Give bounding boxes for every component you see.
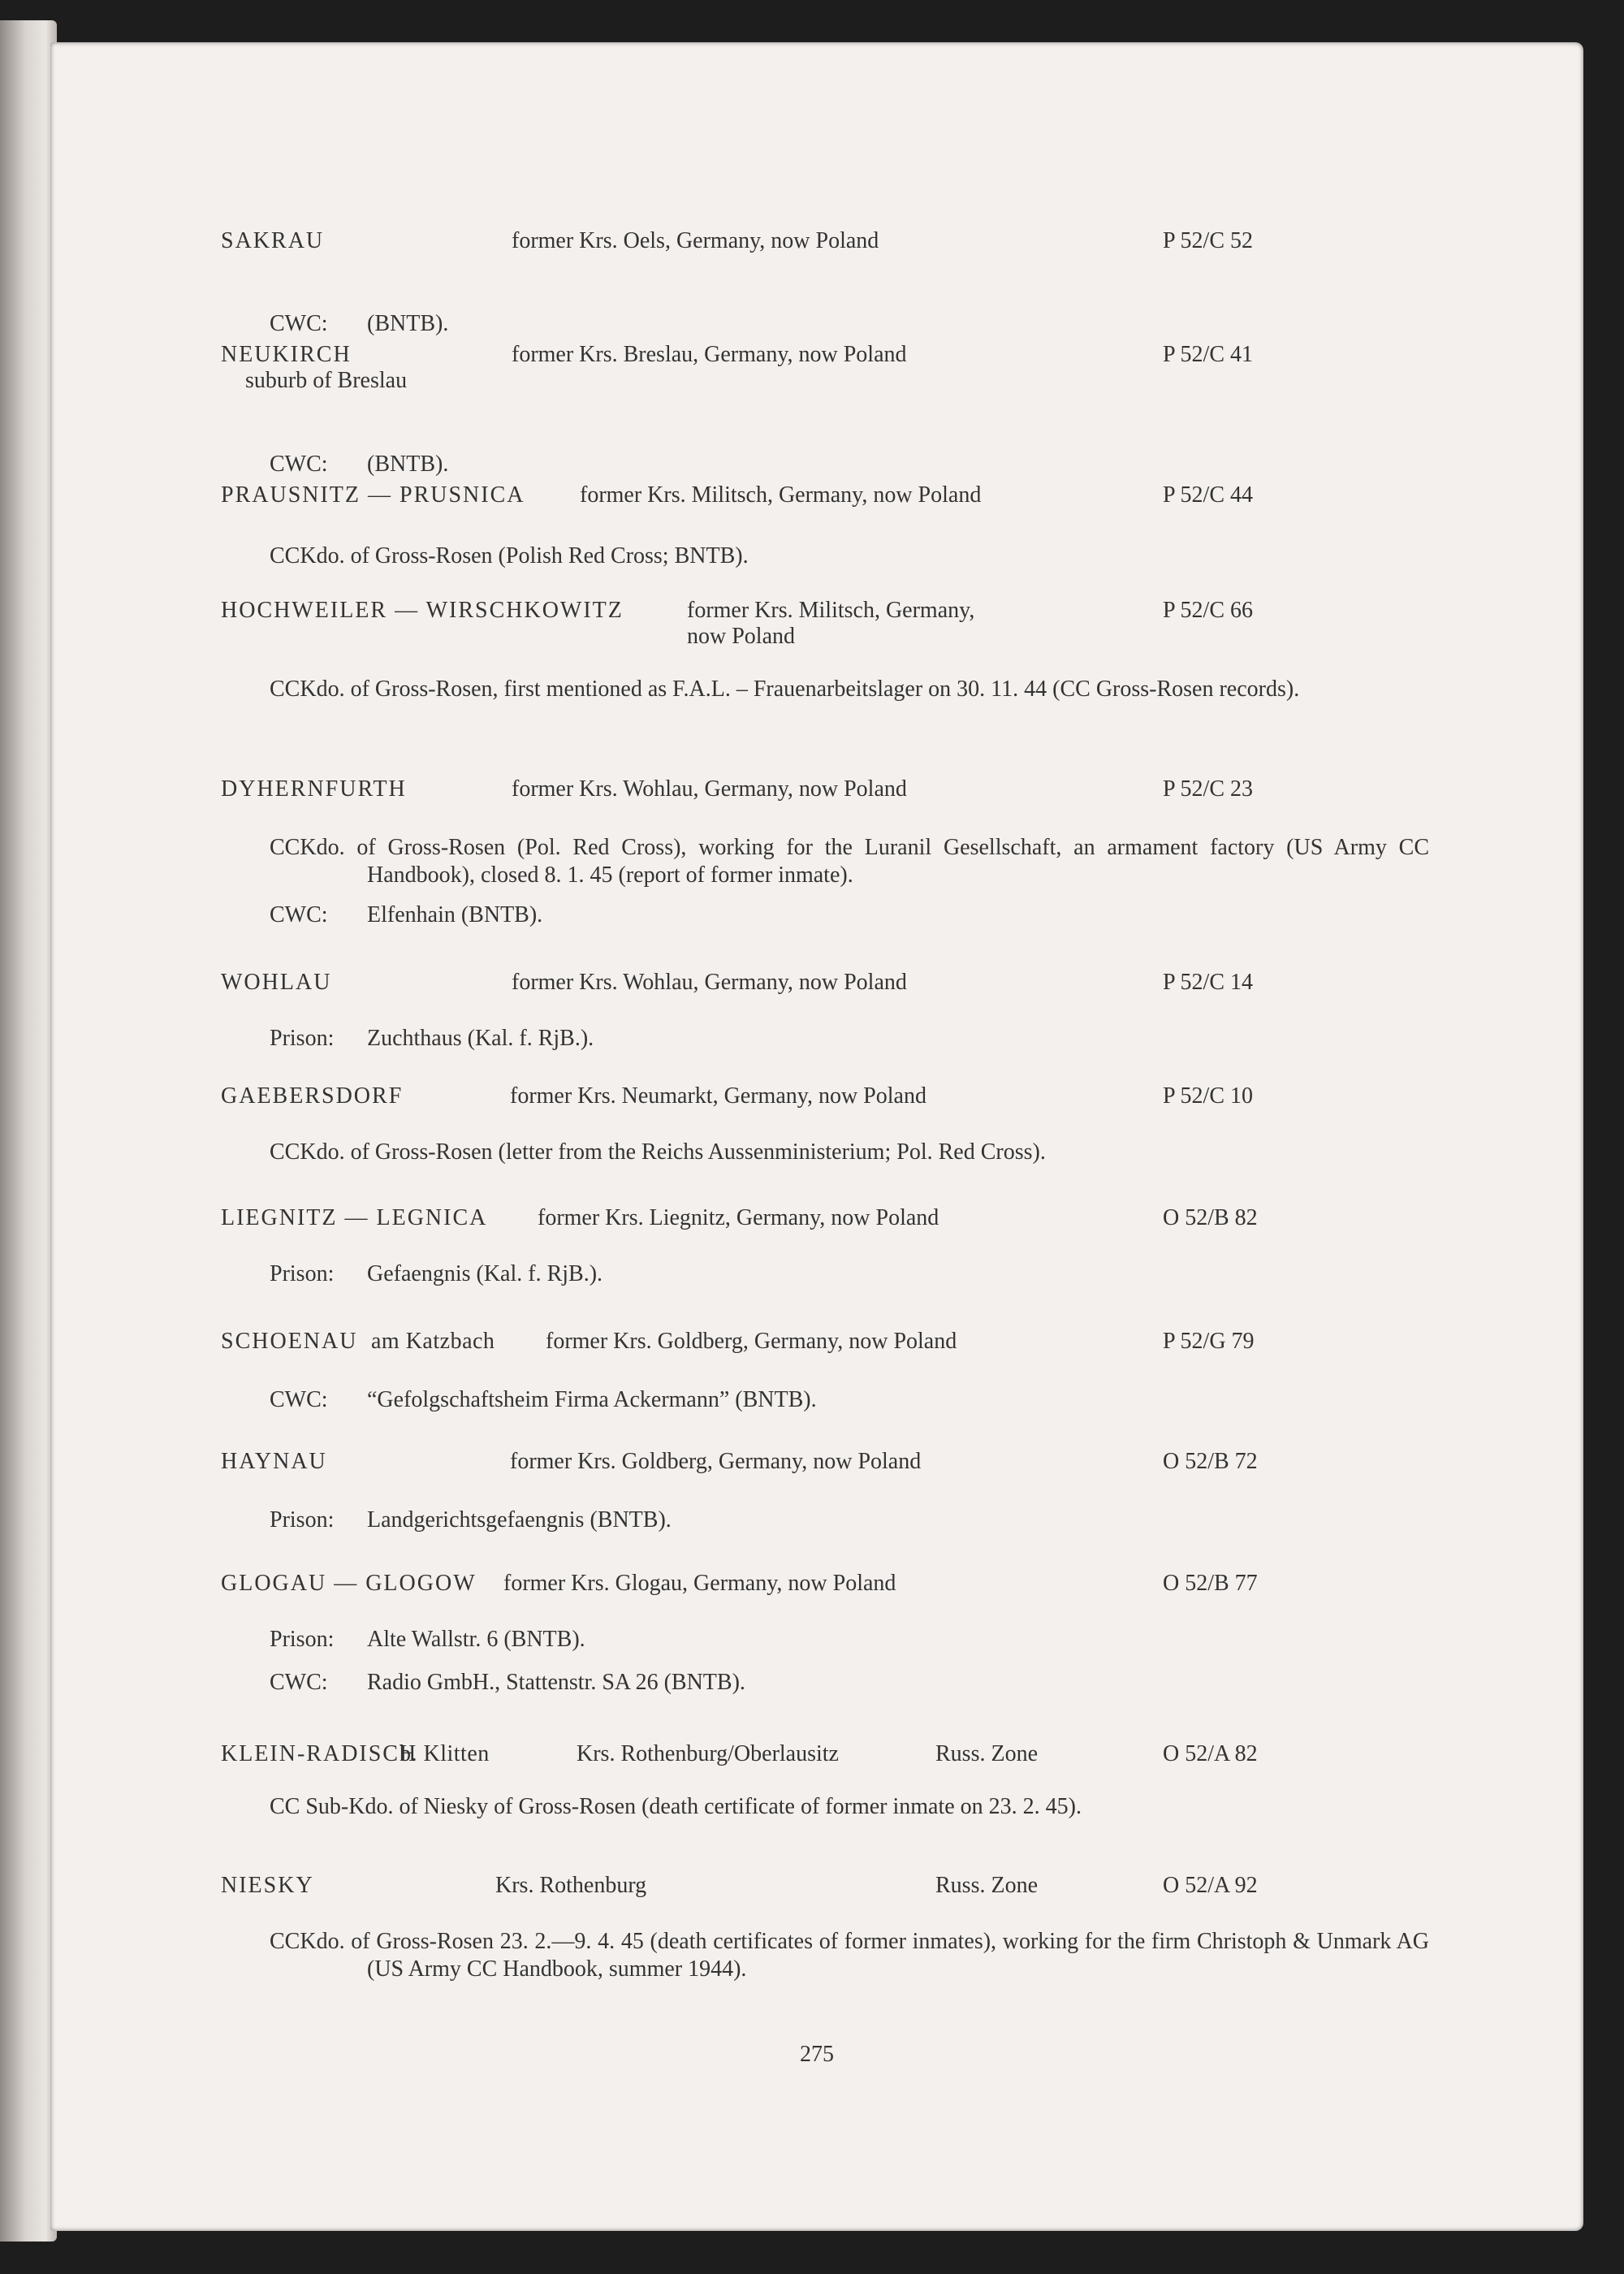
entry-heading <box>50 1080 1583 1113</box>
note-label: CWC: <box>270 1670 328 1695</box>
note-label: Prison: <box>270 1507 335 1533</box>
note-label: Prison: <box>270 1026 335 1051</box>
note-label: CWC: <box>270 902 328 927</box>
entry <box>50 1567 1583 1695</box>
place-name-suffix: am Katzbach <box>371 1329 495 1354</box>
entry-heading <box>50 1202 1583 1234</box>
place-name: HOCHWEILER — WIRSCHKOWITZ <box>221 598 624 623</box>
entry-heading <box>50 479 1583 512</box>
note-text: Alte Wallstr. 6 (BNTB). <box>367 1627 585 1652</box>
entry-heading <box>50 1738 1583 1770</box>
district-location: former Krs. Liegnitz, Germany, now Poland <box>538 1205 939 1230</box>
note-text: Zuchthaus (Kal. f. RjB.). <box>367 1026 594 1051</box>
entry-heading <box>50 225 1583 257</box>
entry <box>50 1202 1583 1286</box>
entry-heading <box>50 773 1583 806</box>
district-location: former Krs. Goldberg, Germany, now Poland <box>510 1449 922 1474</box>
district-location: former Krs. Wohlau, Germany, now Poland <box>512 776 907 802</box>
entry-list <box>50 42 1583 2231</box>
note-text: (BNTB). <box>367 452 449 477</box>
district-location: former Krs. Wohlau, Germany, now Poland <box>512 970 907 995</box>
map-grid-reference: O 52/A 92 <box>1163 1873 1258 1898</box>
place-subtitle: suburb of Breslau <box>245 368 408 393</box>
page-number: 275 <box>800 2042 834 2067</box>
map-grid-reference: O 52/B 72 <box>1163 1449 1258 1474</box>
note-text: CCKdo. of Gross-Rosen (Pol. Red Cross), working for the Luranil Gesellschaft, an armament factory (US Army CC Handbook), closed 8. 1. 45 (report of former inmate). <box>270 835 1429 888</box>
entry <box>50 1446 1583 1533</box>
district-location: former Krs. Neumarkt, Germany, now Poland <box>510 1083 926 1109</box>
place-name: KLEIN-RADISCH <box>221 1741 418 1766</box>
map-grid-reference: P 52/C 23 <box>1163 776 1253 802</box>
note-text: (BNTB). <box>367 311 449 336</box>
note-text: CC Sub-Kdo. of Niesky of Gross-Rosen (death certificate of former inmate on 23. 2. 45). <box>270 1794 1082 1819</box>
map-grid-reference: P 52/G 79 <box>1163 1329 1255 1354</box>
entry-heading <box>50 1870 1583 1902</box>
place-name: SAKRAU <box>221 228 325 253</box>
page-sheet <box>50 42 1583 2231</box>
place-name: PRAUSNITZ — PRUSNICA <box>221 482 525 508</box>
note-text: CCKdo. of Gross-Rosen (Polish Red Cross; BNTB). <box>270 543 749 568</box>
occupation-zone: Russ. Zone <box>935 1873 1038 1898</box>
district-location: Krs. Rothenburg <box>495 1873 647 1898</box>
entry-heading <box>50 594 1583 627</box>
note-text: Radio GmbH., Stattenstr. SA 26 (BNTB). <box>367 1670 745 1695</box>
note-text: CCKdo. of Gross-Rosen (letter from the Reichs Aussenministerium; Pol. Red Cross). <box>270 1139 1046 1165</box>
place-name: NEUKIRCH <box>221 342 352 367</box>
entry-heading <box>50 1325 1583 1358</box>
map-grid-reference: P 52/C 66 <box>1163 598 1253 623</box>
entry <box>50 1870 1583 1982</box>
map-grid-reference: O 52/B 77 <box>1163 1571 1258 1596</box>
map-grid-reference: P 52/C 14 <box>1163 970 1253 995</box>
place-name: SCHOENAU <box>221 1329 358 1354</box>
district-location: former Krs. Oels, Germany, now Poland <box>512 228 879 253</box>
district-location: former Krs. Glogau, Germany, now Poland <box>503 1571 896 1596</box>
entry <box>50 1738 1583 1819</box>
map-grid-reference: P 52/C 10 <box>1163 1083 1253 1109</box>
entry <box>50 1080 1583 1165</box>
book-spine <box>0 20 57 2242</box>
map-grid-reference: O 52/B 82 <box>1163 1205 1258 1230</box>
place-name-suffix: b. Klitten <box>400 1741 490 1766</box>
district-location-continued: now Poland <box>687 624 795 649</box>
note-label: CWC: <box>270 311 328 336</box>
note-label: CWC: <box>270 452 328 477</box>
note-text: Gefaengnis (Kal. f. RjB.). <box>367 1261 603 1286</box>
note-text: Landgerichtsgefaengnis (BNTB). <box>367 1507 672 1533</box>
entry <box>50 479 1583 568</box>
entry <box>50 773 1583 927</box>
map-grid-reference: P 52/C 41 <box>1163 342 1253 367</box>
entry <box>50 225 1583 336</box>
note-text: “Gefolgschaftsheim Firma Ackermann” (BNTB). <box>367 1387 817 1412</box>
entry-heading <box>50 1567 1583 1600</box>
place-name: NIESKY <box>221 1873 314 1898</box>
map-grid-reference: P 52/C 52 <box>1163 228 1253 253</box>
district-location: former Krs. Goldberg, Germany, now Poland <box>546 1329 957 1354</box>
occupation-zone: Russ. Zone <box>935 1741 1038 1766</box>
district-location: former Krs. Militsch, Germany, now Poland <box>580 482 982 508</box>
map-grid-reference: P 52/C 44 <box>1163 482 1253 508</box>
place-name: HAYNAU <box>221 1449 327 1474</box>
place-name: DYHERNFURTH <box>221 776 407 802</box>
entry-heading <box>50 966 1583 999</box>
place-name: LIEGNITZ — LEGNICA <box>221 1205 488 1230</box>
note-text: Elfenhain (BNTB). <box>367 902 543 927</box>
note-text: CCKdo. of Gross-Rosen, first mentioned as F.A.L. – Frauenarbeitslager on 30. 11. 44 (CC Gross-Rosen records). <box>270 677 1300 702</box>
note-label: Prison: <box>270 1261 335 1286</box>
entry <box>50 339 1583 477</box>
district-location: former Krs. Breslau, Germany, now Poland <box>512 342 907 367</box>
place-name: GLOGAU — GLOGOW <box>221 1571 477 1596</box>
place-name: WOHLAU <box>221 970 332 995</box>
entry-heading <box>50 1446 1583 1478</box>
entry <box>50 966 1583 1051</box>
note-label: CWC: <box>270 1387 328 1412</box>
note-label: Prison: <box>270 1627 335 1652</box>
note-text: CCKdo. of Gross-Rosen 23. 2.—9. 4. 45 (death certificates of former inmates), working for the firm Christoph & Unmark AG (US Army CC Handbook, summer 1944). <box>270 1929 1429 1982</box>
district-location: former Krs. Militsch, Germany, <box>687 598 975 623</box>
map-grid-reference: O 52/A 82 <box>1163 1741 1258 1766</box>
entry <box>50 594 1583 702</box>
district-location: Krs. Rothenburg/Oberlausitz <box>577 1741 839 1766</box>
place-name: GAEBERSDORF <box>221 1083 404 1109</box>
entry <box>50 1325 1583 1412</box>
